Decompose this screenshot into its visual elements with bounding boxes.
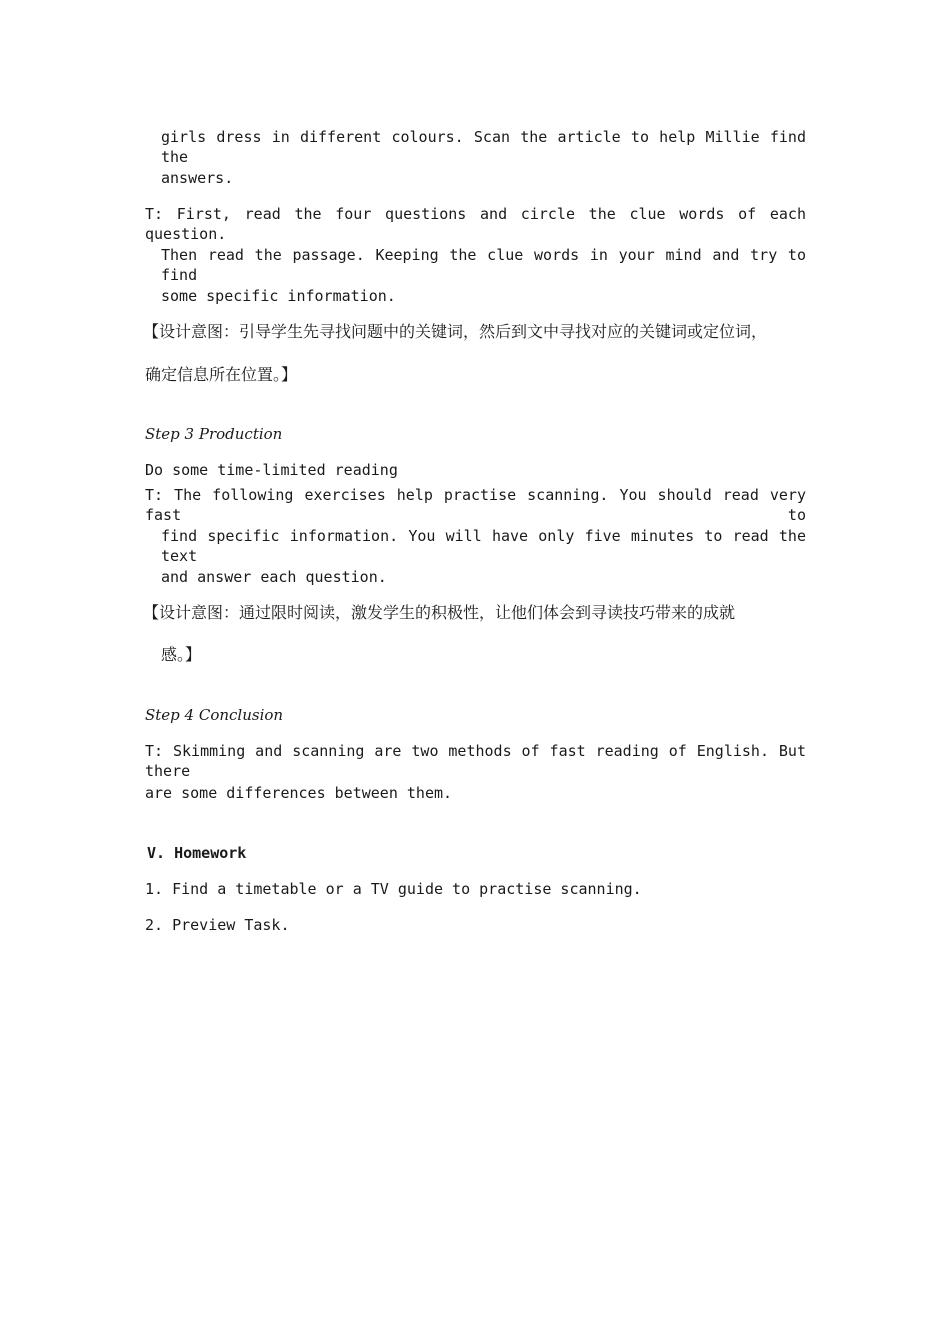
paragraph-text: T: Skimming and scanning are two methods of fast reading of English. But there — [145, 742, 806, 780]
step-heading: Step 4 Conclusion — [145, 706, 284, 724]
design-note: 确定信息所在位置。】 — [145, 365, 298, 384]
paragraph-text: are some differences between them. — [145, 784, 453, 802]
design-note: 感。】 — [161, 645, 202, 664]
paragraph-text: and answer each question. — [161, 568, 387, 586]
paragraph-text: T: First, read the four questions and circle the clue words of each question. — [145, 205, 806, 243]
list-item: 2. Preview Task. — [145, 916, 290, 934]
design-note: 【设计意图：通过限时阅读，激发学生的积极性，让他们体会到寻读技巧带来的成就 — [143, 603, 736, 622]
paragraph-text: some specific information. — [161, 287, 396, 305]
paragraph-text: answers. — [161, 169, 234, 187]
step-heading: Step 3 Production — [145, 425, 283, 443]
list-item: 1. Find a timetable or a TV guide to practise scanning. — [145, 880, 642, 898]
paragraph-text: Then read the passage. Keeping the clue words in your mind and try to find — [161, 246, 806, 284]
step-subheading: Do some time-limited reading — [145, 461, 398, 479]
section-heading: V. Homework — [147, 844, 247, 862]
design-note: 【设计意图：引导学生先寻找问题中的关键词，然后到文中寻找对应的关键词或定位词， — [143, 322, 768, 341]
paragraph-text: find specific information. You will have only five minutes to read the text — [161, 527, 806, 565]
paragraph-text: T: The following exercises help practise scanning. You should read very fast to — [145, 486, 806, 524]
paragraph-text: girls dress in different colours. Scan the article to help Millie find the — [161, 128, 806, 166]
